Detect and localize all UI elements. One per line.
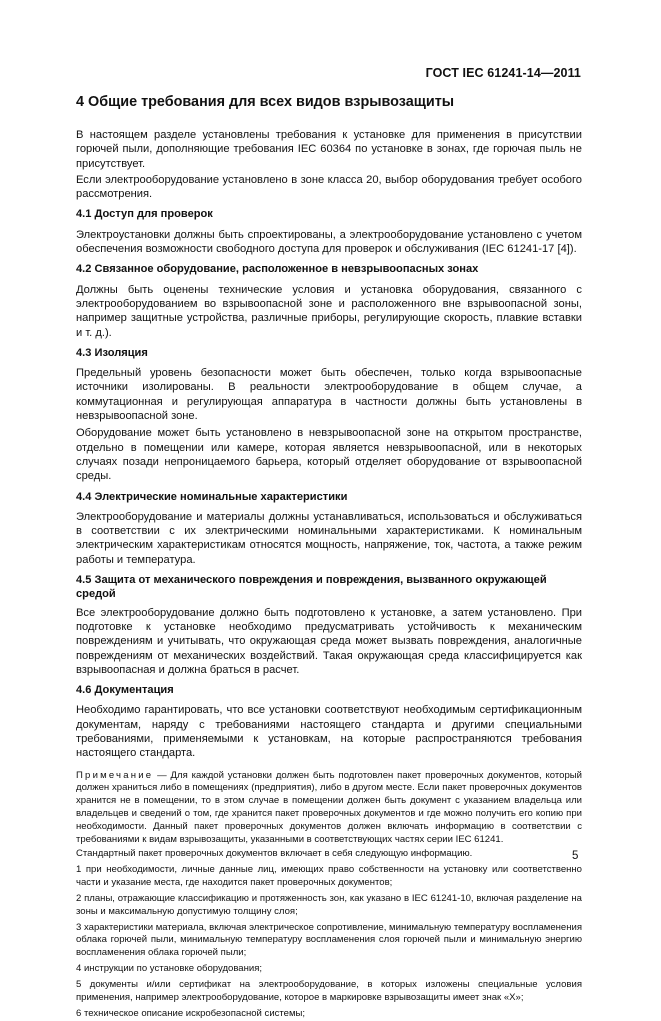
subsection-title: 4.4 Электрические номинальные характеристики: [76, 490, 348, 503]
paragraph: Должны быть оценены технические условия и установка оборудования, связанного с электрооборудованием во взрывоопасной зоне и расположенного вне взрывоопасной зоны, например защитные устройства, различные приборы, регулирующие скорость, плавкие вставки и т. д.).: [76, 283, 582, 339]
note-item: 6 техническое описание искробезопасной системы;: [76, 1007, 306, 1019]
subsection-title: 4.2 Связанное оборудование, расположенное в невзрывоопасных зонах: [76, 263, 479, 276]
note-intro: Стандартный пакет проверочных документов включает в себя следующую информацию.: [76, 848, 473, 860]
subsection-title: 4.6 Документация: [76, 684, 174, 697]
paragraph: Электрооборудование и материалы должны устанавливаться, использоваться и обслуживаться в соответствии с их электрическими номинальными характеристиками. К номинальным электрическим характеристикам относятся мощность, напряжение, ток, частота, а также режим работы и температура.: [76, 510, 582, 566]
note-text: — Для каждой установки должен быть подготовлен пакет проверочных документов, который должен храниться либо в помещениях (предприятия), либо в другом месте. Если пакет проверочных документов хранится не в помещении, то в этом случае в помещении должен быть документ с указанием владельца или владельцев и сведений о том, где хранится пакет проверочных документов и где можно получить его копию при необходимости. Данный пакет проверочных документов должен включать информацию в соответствии с требованиями к видам взрывозащиты, указанными в соответствующих частях серии IEC 61241.: [76, 769, 582, 846]
page-number: 5: [572, 850, 579, 862]
subsection-title: 4.1 Доступ для проверок: [76, 208, 213, 221]
paragraph: Все электрооборудование должно быть подготовлено к установке, а затем установлено. При подготовке к установке необходимо предусматривать устойчивость к механическим повреждениям и учитывать, что окружающая среда может вызвать повреждения, аналогичные повреждениям от механических воздействий. Такая окружающая среда классифицируется как взрывоопасная и должна браться в расчет.: [76, 606, 582, 676]
paragraph: Если электрооборудование установлено в зоне класса 20, выбор оборудования требует особого рассмотрения.: [76, 173, 582, 201]
note-item: 4 инструкции по установке оборудования;: [76, 963, 263, 975]
note-item: 2 планы, отражающие классификацию и протяженность зон, как указано в IEC 61241-10, включая разделение на зоны и максимальную допустимую толщину слоя;: [76, 892, 582, 917]
standard-designation: ГОСТ IEC 61241-14—2011: [425, 66, 581, 80]
paragraph: Предельный уровень безопасности может быть обеспечен, только когда взрывоопасные источники изолированы. В реальности электрооборудование в общем случае, а коммутационная и регулирующая аппаратура в частности должны быть установлены в невзрывоопасной зоне.: [76, 367, 582, 423]
paragraph: Необходимо гарантировать, что все установки соответствуют необходимым сертификационным документам, наряду с требованиями настоящего стандарта и другими специальными требованиями, применяемыми к установкам, на которые распространяются требования настоящего стандарта.: [76, 704, 582, 760]
section-title: 4 Общие требования для всех видов взрывозащиты: [76, 94, 455, 110]
paragraph: Оборудование может быть установлено в невзрывоопасной зоне на открытом пространстве, отдельно в помещении или камере, которая является невзрывоопасной, или в некоторых случаях позади непроницаемого барьера, который отделяет оборудование от взрывоопасной среды.: [76, 427, 582, 483]
paragraph: В настоящем разделе установлены требования к установке для применения в присутствии горючей пыли, дополняющие требования IEC 60364 по установке в зонах, где горючая пыль не присутствует.: [76, 129, 582, 170]
page-content: [76, 93, 582, 1021]
subsection-title: 4.5 Защита от механического повреждения и повреждения, вызванного окружающей средой: [76, 574, 547, 601]
note-label: Примечание: [76, 769, 154, 781]
subsection-title: 4.3 Изоляция: [76, 346, 148, 359]
note-item: 1 при необходимости, личные данные лиц, имеющих право собственности на установку или соответственно части и указание места, где находится пакет проверочных документов;: [76, 863, 582, 888]
note-paragraph: [76, 770, 582, 847]
note-item: 3 характеристики материала, включая электрическое сопротивление, минимальную температуру воспламенения облака горючей пыли, минимальную температуру воспламенения слоя горючей пыли и минимальную энергию воспламенения облака горючей пыли;: [76, 921, 582, 959]
paragraph: Электроустановки должны быть спроектированы, а электрооборудование установлено с учетом обеспечения возможности свободного доступа для проверок и обслуживания (IEC 61241-17 [4]).: [76, 228, 582, 256]
note-item: 5 документы и/или сертификат на электрооборудование, в которых изложены специальные условия применения, например электрооборудование, которое в маркировке взрывозащиты имеет знак «X»;: [76, 979, 582, 1004]
